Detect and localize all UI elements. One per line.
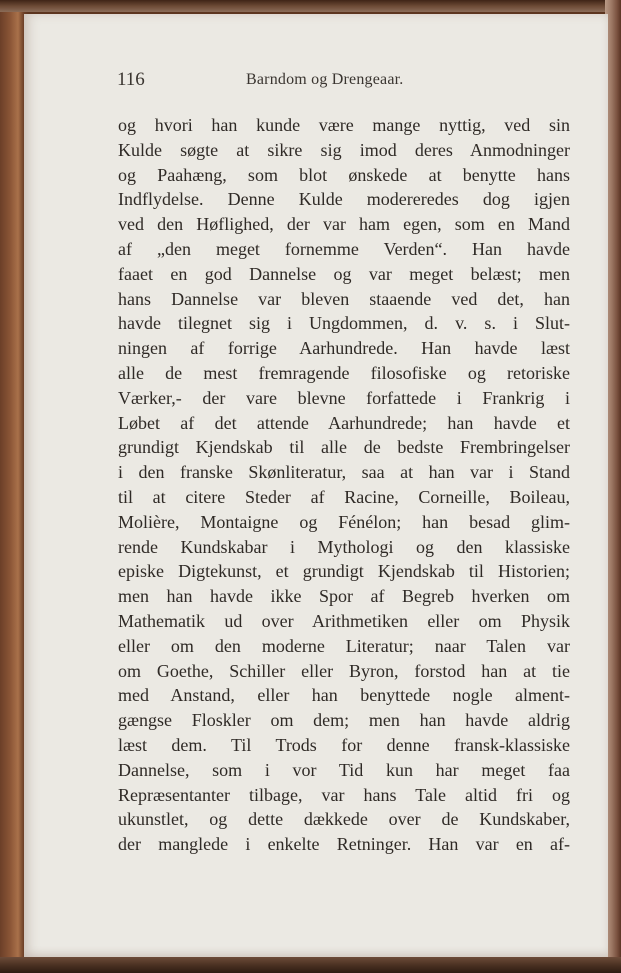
- text-line: faaet en god Dannelse og var meget belæst; men: [118, 263, 570, 284]
- text-line: rende Kundskabar i Mythologi og den klassiske: [118, 536, 570, 557]
- text-line: Kulde søgte at sikre sig imod deres Anmodninger: [118, 139, 570, 160]
- page-header: [117, 67, 537, 95]
- text-line: af „den meget fornemme Verden“. Han havde: [118, 238, 570, 259]
- text-line: Mathematik ud over Arithmetiken eller om Physik: [118, 610, 570, 631]
- text-line: ningen af forrige Aarhundrede. Han havde læst: [118, 338, 570, 359]
- text-line: alle de mest fremragende filosofiske og retoriske: [118, 362, 570, 383]
- text-line: grundigt Kjendskab til alle de bedste Frembringelser: [118, 437, 570, 458]
- book-top-edge: [0, 0, 621, 12]
- text-line: Molière, Montaigne og Fénélon; han besad glim-: [118, 511, 570, 532]
- book-bottom-edge: [0, 957, 621, 973]
- text-line: om Goethe, Schiller eller Byron, forstod han at tie: [118, 660, 570, 681]
- running-title: Barndom og Drengeaar.: [246, 71, 404, 88]
- text-line: hans Dannelse var bleven staaende ved det, han: [118, 288, 570, 309]
- text-line: ved den Høflighed, der var ham egen, som en Mand: [118, 214, 570, 235]
- text-line: gængse Floskler om dem; men han havde aldrig: [118, 710, 570, 731]
- text-line: til at citere Steder af Racine, Corneille, Boileau,: [118, 486, 570, 507]
- text-line: der manglede i enkelte Retninger. Han var en af-: [118, 834, 570, 855]
- body-text: [118, 113, 570, 857]
- text-line: i den franske Skønliteratur, saa at han var i Stand: [118, 462, 570, 483]
- text-line: og Paahæng, som blot ønskede at benytte hans: [118, 164, 570, 185]
- text-line: ukunstlet, og dette dækkede over de Kundskaber,: [118, 809, 570, 830]
- paper-page: [24, 14, 608, 957]
- text-line: læst dem. Til Trods for denne fransk-klassiske: [118, 734, 570, 755]
- page-number: 116: [117, 69, 145, 90]
- text-line: Værker,- der vare blevne forfattede i Frankrig i: [118, 387, 570, 408]
- text-line: Dannelse, som i vor Tid kun har meget faa: [118, 759, 570, 780]
- text-line: og hvori han kunde være mange nyttig, ved sin: [118, 115, 570, 135]
- text-line: men han havde ikke Spor af Begreb hverken om: [118, 586, 570, 607]
- text-line: Repræsentanter tilbage, var hans Tale altid fri og: [118, 784, 570, 805]
- text-line: med Anstand, eller han benyttede nogle alment-: [118, 685, 570, 706]
- text-line: havde tilegnet sig i Ungdommen, d. v. s. i Slut-: [118, 313, 570, 334]
- text-line: episke Digtekunst, et grundigt Kjendskab til Historien;: [118, 561, 570, 582]
- text-line: Indflydelse. Denne Kulde modereredes dog igjen: [118, 189, 570, 210]
- text-line: eller om den moderne Literatur; naar Talen var: [118, 635, 570, 656]
- text-line: Løbet af det attende Aarhundrede; han havde et: [118, 412, 570, 433]
